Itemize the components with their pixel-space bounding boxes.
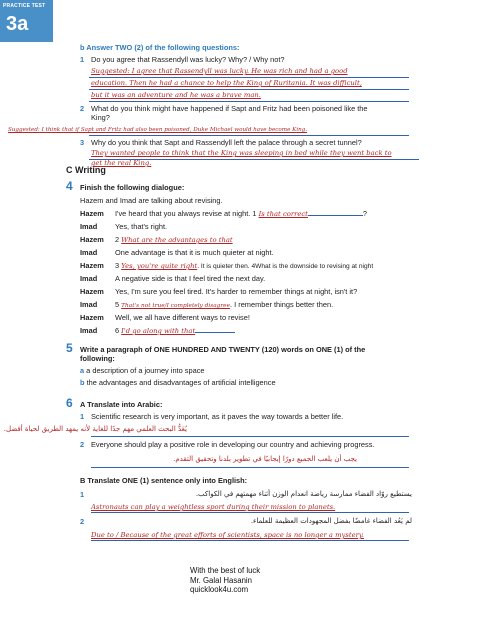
q6-number: 6 (66, 396, 73, 410)
q3-number: 3 (80, 138, 85, 147)
q3-text: Why do you think that Sapt and Rassendyll left the palace through a secret tunnel? (91, 138, 362, 147)
q1-text: Do you agree that Rassendyll was lucky? Why? / Why not? (91, 55, 285, 64)
practice-test-badge (0, 0, 53, 42)
dialogue-line: Imad A negative side is that I feel tired the next day. (80, 274, 266, 283)
answer-rule (89, 135, 409, 136)
footer-line1: With the best of luck (190, 566, 261, 575)
q5-number: 5 (66, 341, 73, 355)
q6-b2-number: 2 (80, 517, 85, 526)
q6-b2-answer: Due to / Because of the great efforts of scientists, space is no longer a mystery. (91, 531, 364, 539)
badge-label: PRACTICE TEST (3, 3, 46, 9)
q6-b1-number: 1 (80, 490, 85, 499)
answer-rule (91, 540, 409, 541)
answer-rule (91, 436, 409, 437)
q4-heading: Finish the following dialogue: (80, 183, 185, 192)
q3-answer-line2: get the real King. (91, 159, 152, 167)
answer-rule (89, 77, 409, 78)
q6-s1-text: Scientific research is very important, as it paves the way towards a better life. (91, 412, 344, 421)
footer (190, 566, 260, 595)
q6-s2-number: 2 (80, 440, 85, 449)
q6-b-heading: B Translate ONE (1) sentence only into English: (80, 476, 248, 485)
q2-text-line2: King? (91, 113, 110, 122)
q1-answer-line3: but it was an adventure and he was a brave man. (91, 91, 261, 99)
badge-number: 3a (6, 13, 29, 35)
answer-rule (89, 89, 409, 90)
q6-b1-answer: Astronauts can play a weightless sport during their mission to planets. (91, 503, 336, 511)
q1-answer-line2: education. Then he had a chance to help the King of Ruritania. It was difficult, (91, 79, 362, 87)
q3-answer-line1: They wanted people to think that the King was sleeping in bed while they went back to (91, 149, 392, 157)
q6-b2-arabic: لم يَعُد الفضاء غامضًا بفضل المجهودات العظيمة للعلماء. (250, 517, 412, 525)
q5-heading-line1: Write a paragraph of ONE HUNDRED AND TWENTY (120) words on ONE (1) of the (80, 345, 366, 354)
c-writing-heading: C Writing (66, 165, 106, 175)
q1-number: 1 (80, 55, 85, 64)
q6-s2-answer: يجب أن يلعب الجميع دورًا إيجابيًا في تطوير بلدنا وتحقيق التقدم. (173, 455, 357, 463)
q6-s1-answer: يُعَدُّ البحث العلمي مهم جدًا للغاية لأنه يمهد الطريق لحياة أفضل. (3, 425, 187, 433)
footer-author: Mr. Galal Hasanin (190, 575, 252, 585)
b-heading: b Answer TWO (2) of the following questions: (80, 43, 240, 52)
q1-answer-line1: Suggested: I agree that Rassendyll was lucky. He was rich and had a good (91, 67, 348, 75)
q6-s2-text: Everyone should play a positive role in developing our country and achieving progress. (91, 440, 375, 449)
dialogue-line: Imad 6 I'd go along with that (80, 326, 235, 335)
dialogue-line: Hazem Well, we all have different ways to revise! (80, 313, 250, 322)
dialogue-line: Hazem I've heard that you always revise at night. 1 Is that correct ? (80, 209, 368, 218)
q4-number: 4 (66, 179, 73, 193)
dialogue-line: Hazem 3 Yes, you're quite right. It is quieter then. 4What is the downside to revising at night (80, 261, 374, 270)
q5-option-b: b the advantages and disadvantages of artificial intelligence (80, 378, 276, 387)
answer-rule (91, 467, 409, 468)
q2-text-line1: What do you think might have happened if Sapt and Fritz had been poisoned like the (91, 104, 368, 113)
q2-number: 2 (80, 104, 85, 113)
q6-s1-number: 1 (80, 412, 85, 421)
q2-answer: Suggested: I think that if Sapt and Fritz had also been poisoned, Duke Michael would have become King. (8, 127, 308, 133)
q4-intro: Hazem and Imad are talking about revising. (80, 196, 223, 205)
q5-heading-line2: following: (80, 354, 115, 363)
q5-option-a: a a description of a journey into space (80, 366, 205, 375)
dialogue-line: Hazem Yes, I'm sure you feel tired. It's harder to remember things at night, isn't it? (80, 287, 358, 296)
footer-site: quicklook4u.com (190, 585, 249, 594)
q6-a-heading: A Translate into Arabic: (80, 400, 163, 409)
dialogue-line: Imad 5 That's not true/I completely disagree. I remember things better then. (80, 300, 334, 309)
answer-rule (91, 512, 409, 513)
dialogue-line: Imad Yes, that's right. (80, 222, 168, 231)
q6-b1-arabic: يستطيع روّاد الفضاء ممارسة رياضة انعدام الوزن أثناء مهمتهم في الكواكب. (195, 490, 412, 498)
dialogue-line: Imad One advantage is that it is much quieter at night. (80, 248, 274, 257)
answer-rule (89, 101, 409, 102)
dialogue-line: Hazem 2 What are the advantages to that (80, 235, 233, 244)
